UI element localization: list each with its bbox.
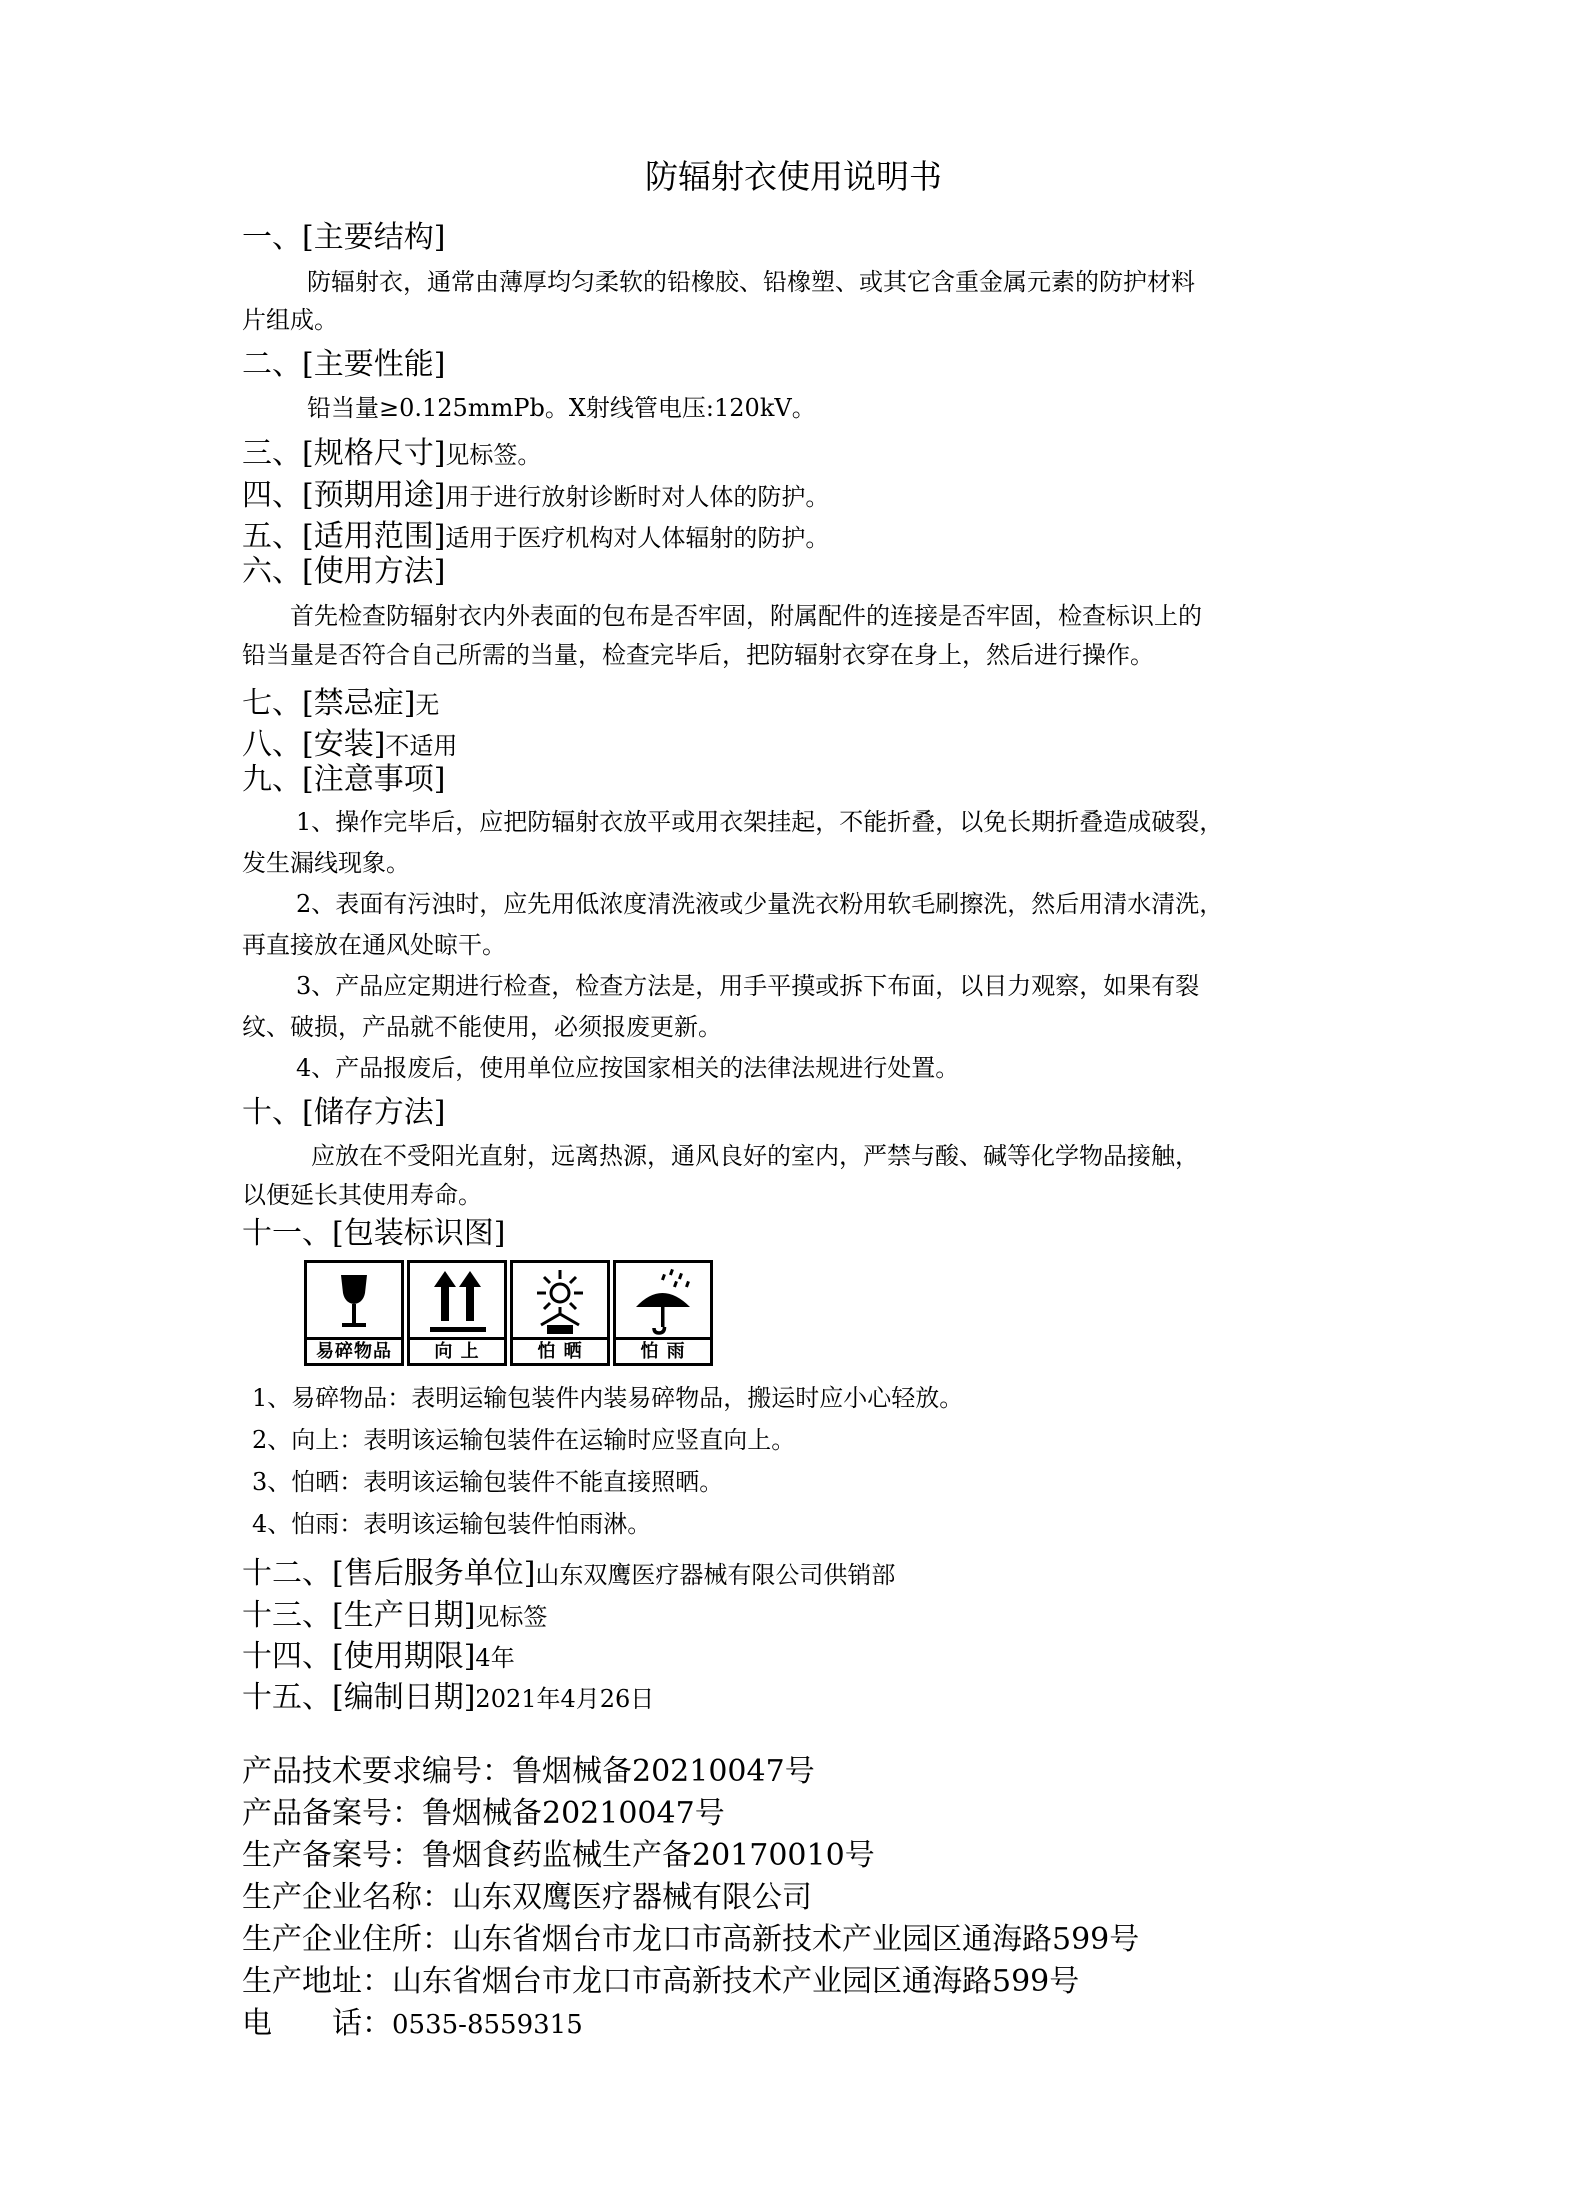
this-way-up-mark xyxy=(407,1260,507,1366)
section-9-item-2-line-2: 再直接放在通风处晾干。 xyxy=(242,931,506,959)
manufacturer-residence: 生产企业住所：山东省烟台市龙口市高新技术产业园区通海路599号 xyxy=(242,1922,1140,1957)
section-11-item-3: 3、怕晒：表明该运输包装件不能直接照晒。 xyxy=(252,1468,724,1496)
section-11-item-4: 4、怕雨：表明该运输包装件怕雨淋。 xyxy=(252,1510,652,1538)
section-2-text: 铅当量≥0.125mmPb。X射线管电压:120kV。 xyxy=(307,394,816,422)
section-3-heading: 三、[规格尺寸] xyxy=(242,436,446,471)
section-1-text-line-2: 片组成。 xyxy=(242,306,338,334)
section-7-heading: 七、[禁忌症] xyxy=(242,686,416,721)
section-11-item-1: 1、易碎物品：表明运输包装件内装易碎物品，搬运时应小心轻放。 xyxy=(252,1384,964,1412)
section-15-text: 2021年4月26日 xyxy=(475,1685,655,1713)
section-14 xyxy=(242,1631,515,1675)
production-record-number: 生产备案号：鲁烟食药监械生产备20170010号 xyxy=(242,1838,875,1873)
section-4-text: 用于进行放射诊断时对人体的防护。 xyxy=(445,483,830,511)
section-7-text: 无 xyxy=(415,691,440,719)
section-9-item-4: 4、产品报废后，使用单位应按国家相关的法律法规进行处置。 xyxy=(296,1054,960,1082)
this-way-up-label: 向 上 xyxy=(410,1337,504,1363)
section-15 xyxy=(242,1672,654,1716)
section-9-item-1-line-2: 发生漏线现象。 xyxy=(242,849,410,877)
section-9-item-3-line-1: 3、产品应定期进行检查，检查方法是，用手平摸或拆下布面，以目力观察，如果有裂 xyxy=(296,972,1200,1000)
section-12 xyxy=(242,1548,895,1592)
keep-from-sun-icon xyxy=(521,1267,599,1337)
document-title: 防辐射衣使用说明书 xyxy=(645,157,942,196)
section-8-text: 不适用 xyxy=(385,732,458,760)
manufacturer-name: 生产企业名称：山东双鹰医疗器械有限公司 xyxy=(242,1880,812,1915)
section-12-heading: 十二、[售后服务单位] xyxy=(242,1556,536,1591)
product-record-number: 产品备案号：鲁烟械备20210047号 xyxy=(242,1796,725,1831)
section-10-heading: 十、[储存方法] xyxy=(242,1095,446,1130)
fragile-label: 易碎物品 xyxy=(307,1337,401,1363)
section-9-item-1-line-1: 1、操作完毕后，应把防辐射衣放平或用衣架挂起，不能折叠，以免长期折叠造成破裂， xyxy=(296,808,1224,836)
package-marks xyxy=(304,1260,713,1366)
section-10-text-line-2: 以便延长其使用寿命。 xyxy=(242,1181,482,1209)
section-13-text: 见标签 xyxy=(475,1603,548,1631)
section-9-item-2-line-1: 2、表面有污浊时，应先用低浓度清洗液或少量洗衣粉用软毛刷擦洗，然后用清水清洗， xyxy=(296,890,1224,918)
section-6-heading: 六、[使用方法] xyxy=(242,554,446,589)
section-3-text: 见标签。 xyxy=(445,441,542,469)
section-9-item-3-line-2: 纹、破损，产品就不能使用，必须报废更新。 xyxy=(242,1013,722,1041)
section-1-text-line-1: 防辐射衣，通常由薄厚均匀柔软的铅橡胶、铅橡塑、或其它含重金属元素的防护材料 xyxy=(307,268,1195,296)
section-15-heading: 十五、[编制日期] xyxy=(242,1680,476,1715)
tech-requirement-number: 产品技术要求编号：鲁烟械备20210047号 xyxy=(242,1754,815,1789)
keep-from-sun-label: 怕 晒 xyxy=(513,1337,607,1363)
section-14-text: 4年 xyxy=(475,1644,515,1672)
section-12-text: 山东双鹰医疗器械有限公司供销部 xyxy=(535,1561,896,1589)
section-3 xyxy=(242,428,541,472)
section-5-text: 适用于医疗机构对人体辐射的防护。 xyxy=(445,524,830,552)
section-8 xyxy=(242,719,457,763)
keep-from-sun-mark xyxy=(510,1260,610,1366)
phone-number: 0535-8559315 xyxy=(392,2010,583,2040)
section-4-heading: 四、[预期用途] xyxy=(242,478,446,513)
section-7 xyxy=(242,678,439,722)
fragile-glass-icon xyxy=(315,1267,393,1337)
section-13 xyxy=(242,1590,547,1634)
section-13-heading: 十三、[生产日期] xyxy=(242,1598,476,1633)
keep-dry-umbrella-icon xyxy=(624,1267,702,1337)
phone-line xyxy=(242,2004,583,2045)
keep-dry-label: 怕 雨 xyxy=(616,1337,710,1363)
section-11-item-2: 2、向上：表明该运输包装件在运输时应竖直向上。 xyxy=(252,1426,796,1454)
section-9-heading: 九、[注意事项] xyxy=(242,762,446,797)
section-10-text-line-1: 应放在不受阳光直射，远离热源，通风良好的室内，严禁与酸、碱等化学物品接触， xyxy=(311,1142,1199,1170)
section-2-heading: 二、[主要性能] xyxy=(242,347,446,382)
section-8-heading: 八、[安装] xyxy=(242,727,386,762)
section-6-text-line-1: 首先检查防辐射衣内外表面的包布是否牢固，附属配件的连接是否牢固，检查标识上的 xyxy=(290,602,1202,630)
production-address: 生产地址：山东省烟台市龙口市高新技术产业园区通海路599号 xyxy=(242,1964,1080,1999)
section-4 xyxy=(242,470,829,514)
this-way-up-icon xyxy=(418,1267,496,1337)
section-5-heading: 五、[适用范围] xyxy=(242,519,446,554)
keep-dry-mark xyxy=(613,1260,713,1366)
section-1-heading: 一、[主要结构] xyxy=(242,220,446,255)
section-14-heading: 十四、[使用期限] xyxy=(242,1639,476,1674)
fragile-mark xyxy=(304,1260,404,1366)
section-5 xyxy=(242,511,829,555)
section-11-heading: 十一、[包装标识图] xyxy=(242,1216,506,1251)
phone-label: 电 话： xyxy=(242,2006,392,2041)
section-6-text-line-2: 铅当量是否符合自己所需的当量，检查完毕后，把防辐射衣穿在身上，然后进行操作。 xyxy=(242,641,1154,669)
